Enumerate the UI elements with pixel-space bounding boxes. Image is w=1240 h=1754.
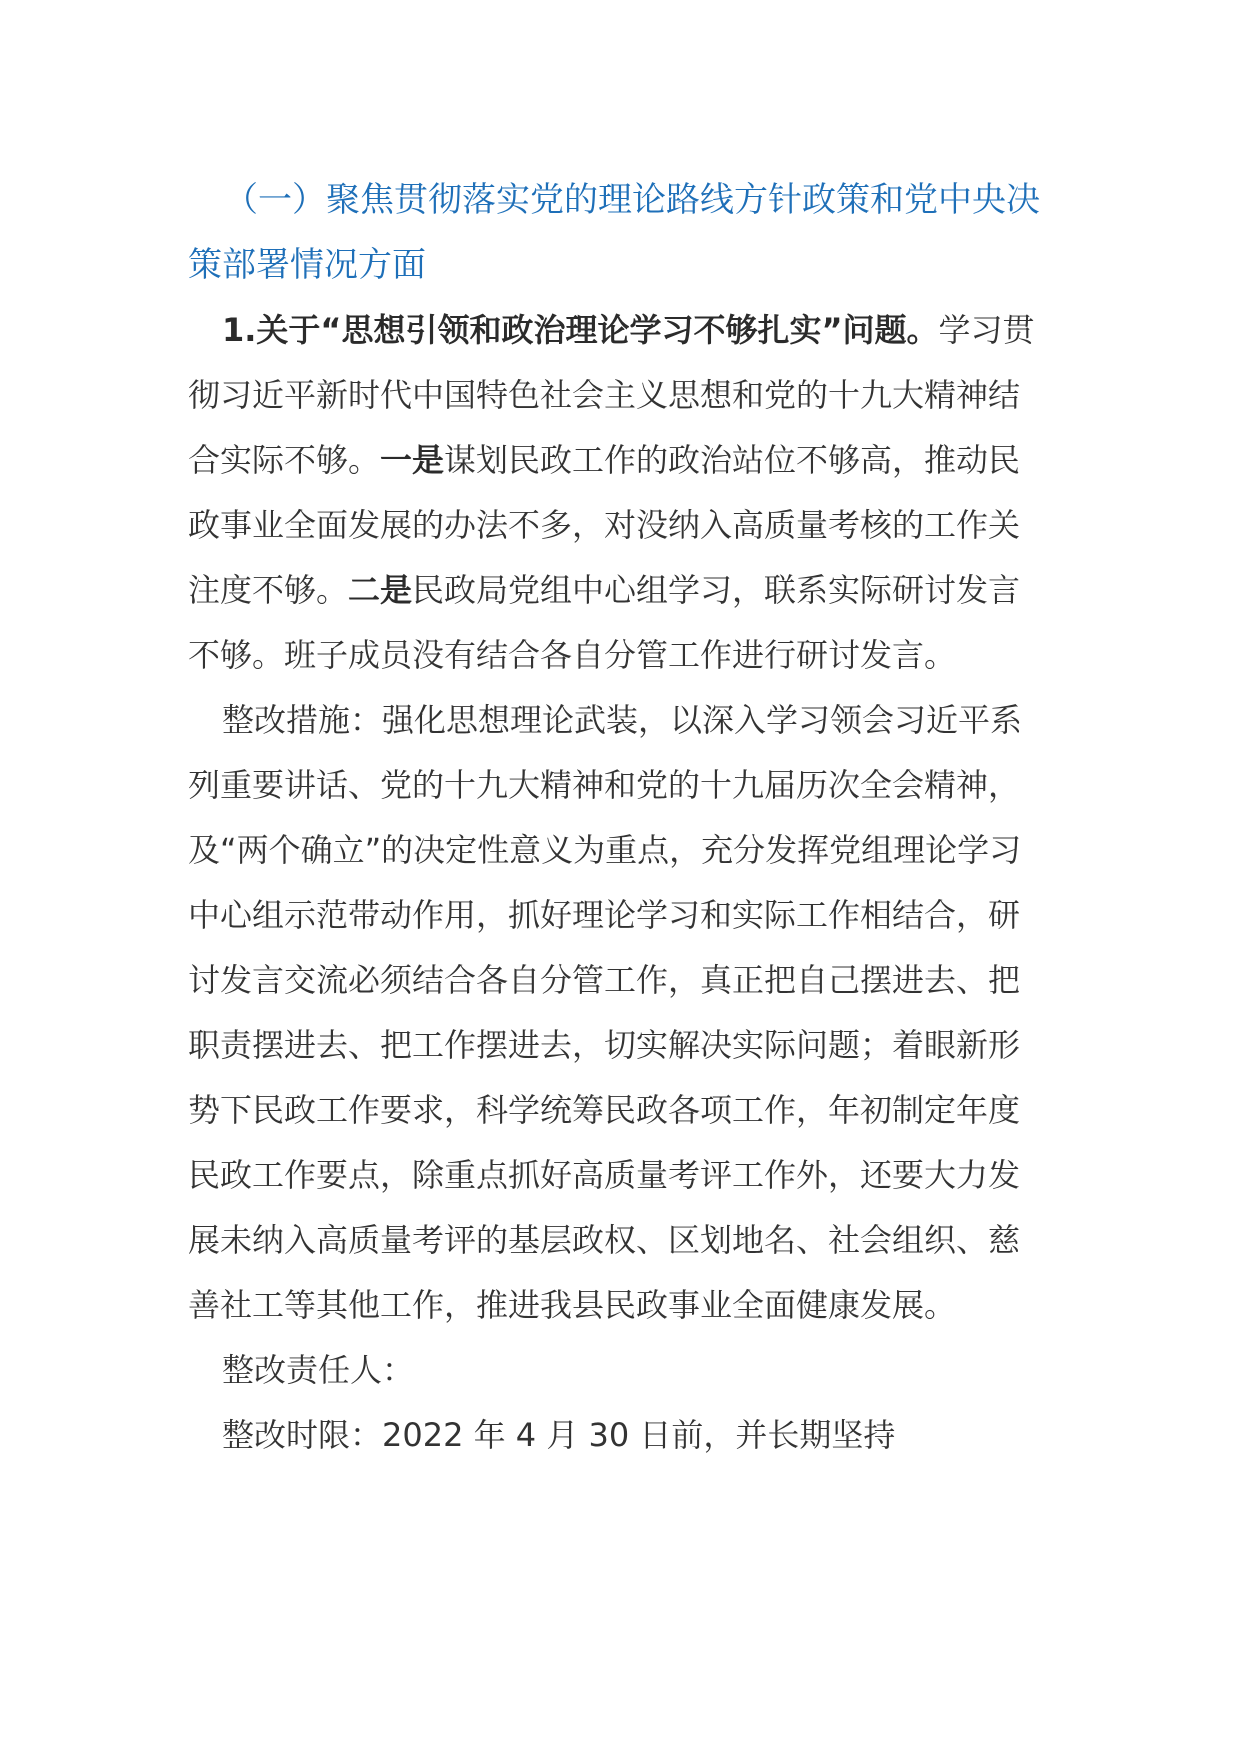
item-1-paragraph — [188, 298, 1048, 688]
section-heading: （一）聚焦贯彻落实党的理论路线方针政策和党中央决策部署情况方面 — [188, 180, 1040, 285]
responsible-person: 整改责任人： — [222, 1351, 415, 1389]
point-2-label: 二是 — [348, 571, 413, 609]
rectification-measures: 整改措施：强化思想理论武装，以深入学习领会习近平系列重要讲话、党的十九大精神和党的十九届历次全会精神，及“两个确立”的决定性意义为重点，充分发挥党组理论学习中心组示范带动作用，抓好理论学习和实际工作相结合，研讨发言交流必须结合各自分管工作，真正把自己摆进去、把职责摆进去、把工作摆进去，切实解决实际问题；着眼新形势下民政工作要求，科学统筹民政各项工作，年初制定年度民政工作要点，除重点抓好高质量考评工作外，还要大力发展未纳入高质量考评的基层政权、区划地名、社会组织、慈善社工等其他工作，推进我县民政事业全面健康发展。 — [188, 701, 1023, 1324]
point-2-text: 民政局党组中心组学习，联系实际研讨发言不够。班子成员没有结合各自分管工作进行研讨发言。 — [188, 571, 1021, 674]
rectification-deadline: 整改时限：2022 年 4 月 30 日前，并长期坚持 — [222, 1416, 896, 1454]
point-1-label: 一是 — [380, 441, 445, 479]
document-page — [188, 168, 1048, 1468]
item-1-title: 1.关于“思想引领和政治理论学习不够扎实”问题。 — [222, 311, 939, 349]
item-1-intro: 学习贯彻习近平新时代中国特色社会主义思想和党的十九大精神结合实际不够。 — [188, 311, 1035, 479]
point-1-text: 谋划民政工作的政治站位不够高，推动民政事业全面发展的办法不多，对没纳入高质量考核的工作关注度不够。 — [188, 441, 1021, 609]
